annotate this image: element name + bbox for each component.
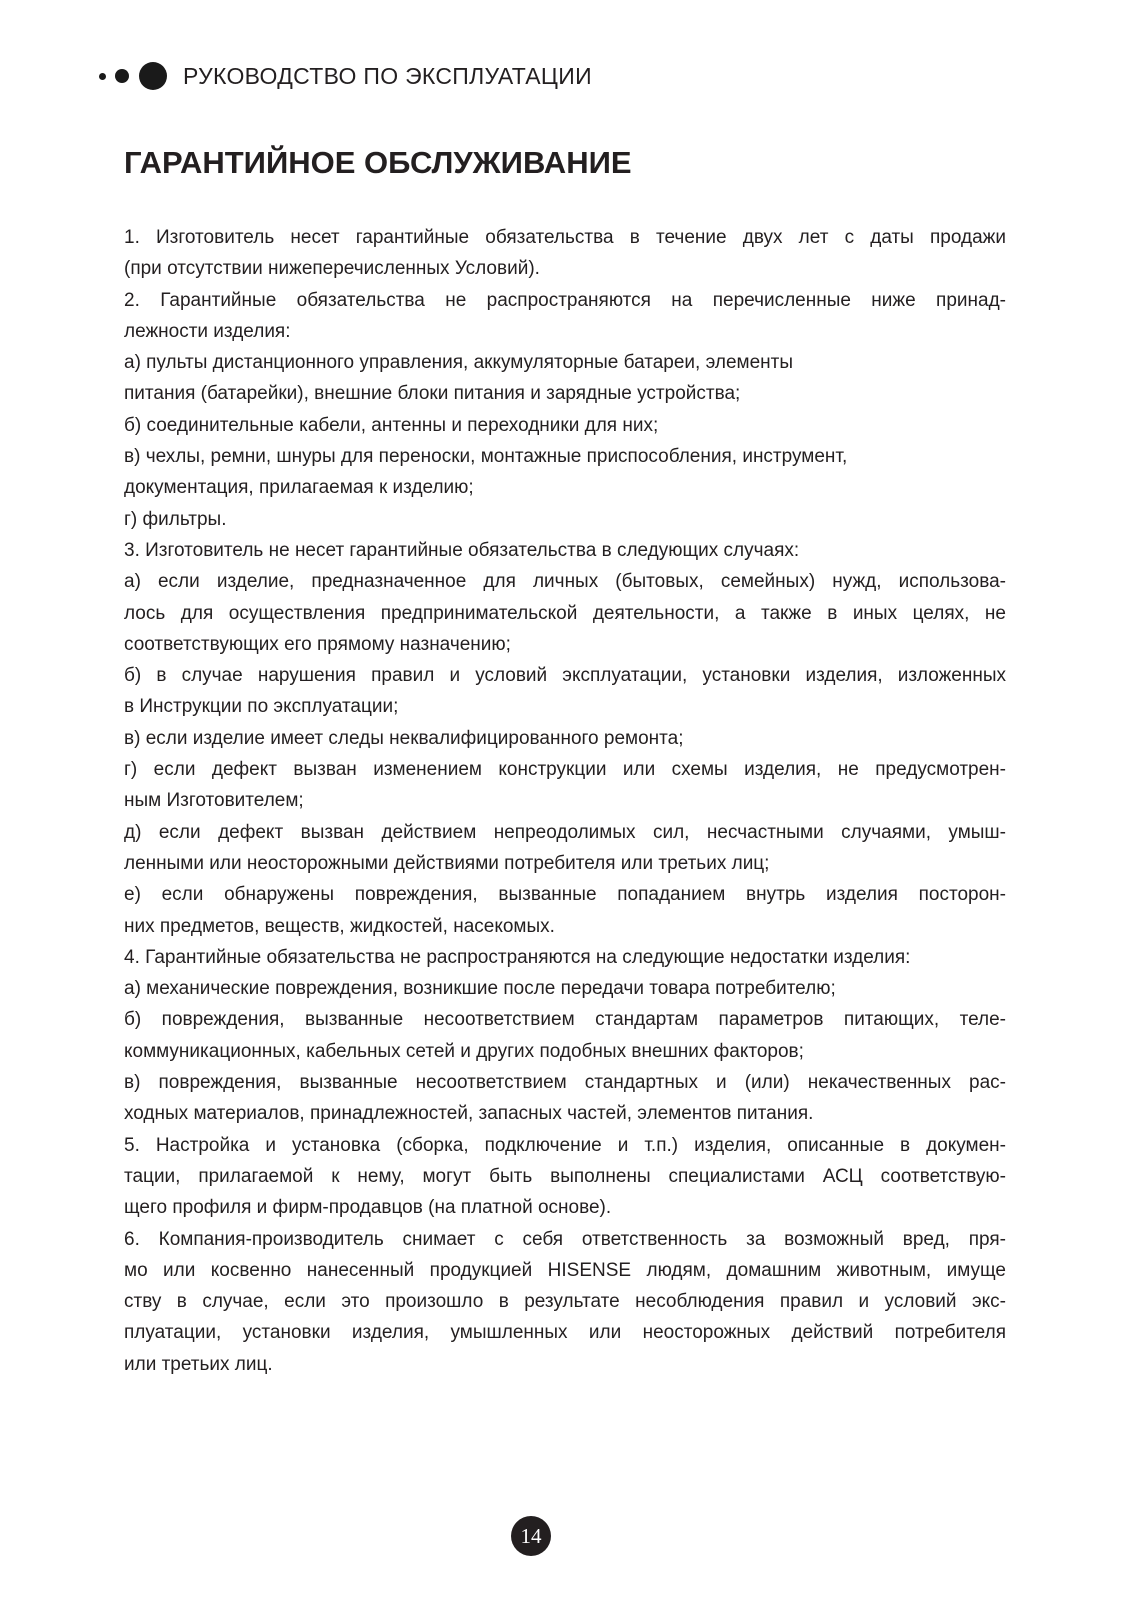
text-line: щего профиля и фирм-продавцов (на платной основе). <box>124 1197 612 1219</box>
text-line: б) в случае нарушения правил и условий эксплуатации, установки изделия, изложенных <box>124 665 1006 687</box>
page-title: ГАРАНТИЙНОЕ ОБСЛУЖИВАНИЕ <box>124 145 632 180</box>
text-line: б) повреждения, вызванные несоответствием стандартам параметров питающих, теле- <box>124 1009 1006 1031</box>
warranty-text <box>124 222 1006 1380</box>
text-line: д) если дефект вызван действием непреодолимых сил, несчастными случаями, умыш- <box>124 821 1006 843</box>
text-line: 3. Изготовитель не несет гарантийные обязательства в следующих случаях: <box>124 539 800 561</box>
text-line: а) пульты дистанционного управления, аккумуляторные батареи, элементы <box>124 352 793 374</box>
small-dot-icon <box>99 73 106 80</box>
text-line: в) повреждения, вызванные несоответствием стандартных и (или) некачественных рас- <box>124 1072 1006 1094</box>
text-line: в) если изделие имеет следы неквалифицированного ремонта; <box>124 727 684 749</box>
text-line: 2. Гарантийные обязательства не распространяются на перечисленные ниже принад- <box>124 289 1006 311</box>
text-line: г) если дефект вызван изменением конструкции или схемы изделия, не предусмотрен- <box>124 759 1006 781</box>
page-number: 14 <box>511 1516 551 1556</box>
text-line: 1. Изготовитель несет гарантийные обязательства в течение двух лет с даты продажи <box>124 227 1006 248</box>
text-line: тации, прилагаемой к нему, могут быть выполнены специалистами АСЦ соответствую- <box>124 1165 1006 1187</box>
text-line: 4. Гарантийные обязательства не распространяются на следующие недостатки изделия: <box>124 946 911 968</box>
text-line: ходных материалов, принадлежностей, запасных частей, элементов питания. <box>124 1103 814 1125</box>
text-line: б) соединительные кабели, антенны и переходники для них; <box>124 414 659 436</box>
text-line: а) механические повреждения, возникшие после передачи товара потребителю; <box>124 978 836 1000</box>
bullet-dots-icon <box>99 62 167 90</box>
text-line: питания (батарейки), внешние блоки питания и зарядные устройства; <box>124 383 741 405</box>
text-line: 6. Компания-производитель снимает с себя ответственность за возможный вред, пря- <box>124 1228 1006 1250</box>
text-line: или третьих лиц. <box>124 1353 273 1375</box>
running-header <box>99 56 592 96</box>
text-line: ству в случае, если это произошло в результате несоблюдения правил и условий экс- <box>124 1291 1006 1313</box>
text-line: мо или косвенно нанесенный продукцией HISENSE людям, домашним животным, имуще <box>124 1259 1006 1281</box>
text-line: (при отсутствии нижеперечисленных Условий). <box>124 258 540 280</box>
header-title: РУКОВОДСТВО ПО ЭКСПЛУАТАЦИИ <box>183 62 592 89</box>
text-line: в) чехлы, ремни, шнуры для переноски, монтажные приспособления, инструмент, <box>124 446 848 468</box>
text-line: а) если изделие, предназначенное для личных (бытовых, семейных) нужд, использова- <box>124 571 1006 593</box>
text-line: лось для осуществления предпринимательской деятельности, а также в иных целях, не <box>124 602 1006 624</box>
text-line: в Инструкции по эксплуатации; <box>124 696 399 718</box>
text-line: лежности изделия: <box>124 320 291 342</box>
text-line: плуатации, установки изделия, умышленных или неосторожных действий потребителя <box>124 1322 1006 1344</box>
medium-dot-icon <box>115 69 129 83</box>
text-line: документация, прилагаемая к изделию; <box>124 477 474 499</box>
text-line: г) фильтры. <box>124 508 227 530</box>
text-line: е) если обнаружены повреждения, вызванные попаданием внутрь изделия посторон- <box>124 884 1006 906</box>
text-line: ленными или неосторожными действиями потребителя или третьих лиц; <box>124 852 770 874</box>
text-line: них предметов, веществ, жидкостей, насекомых. <box>124 915 555 937</box>
large-dot-icon <box>139 62 167 90</box>
text-line: 5. Настройка и установка (сборка, подключение и т.п.) изделия, описанные в докумен- <box>124 1134 1006 1156</box>
text-line: соответствующих его прямому назначению; <box>124 633 511 655</box>
text-line: ным Изготовителем; <box>124 790 304 812</box>
text-line: коммуникационных, кабельных сетей и других подобных внешних факторов; <box>124 1040 804 1062</box>
